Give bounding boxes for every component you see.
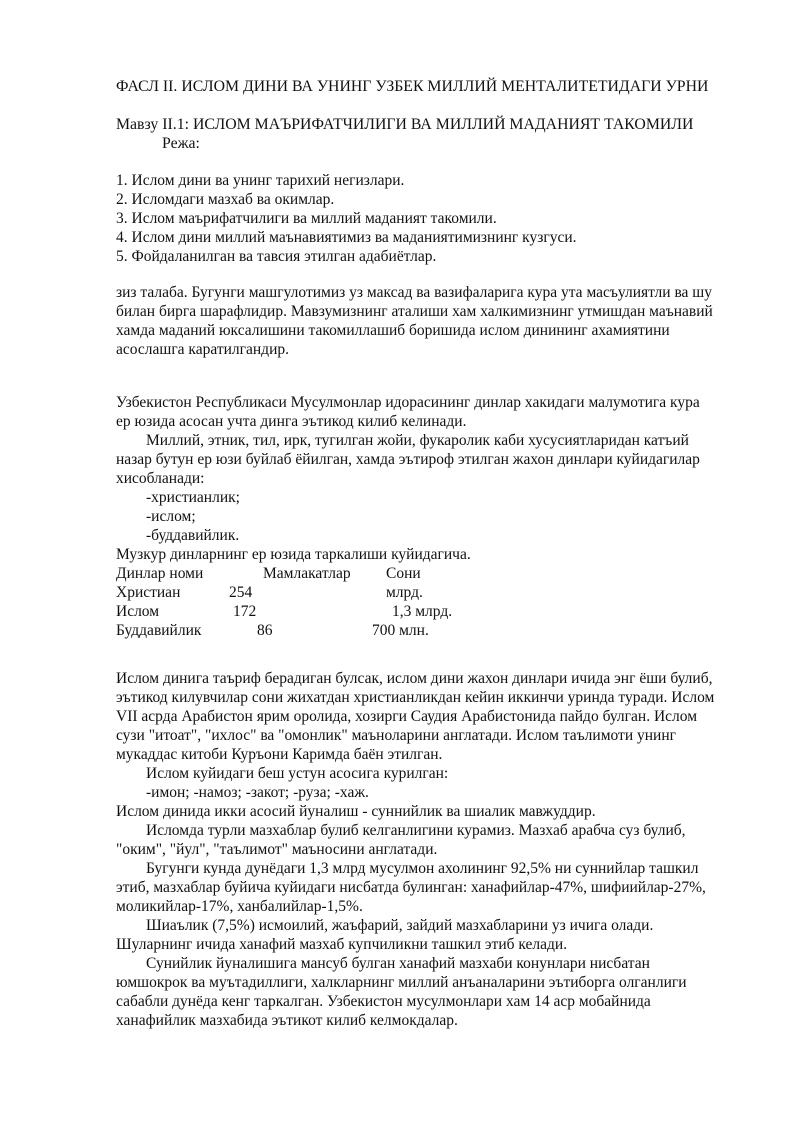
- table-cell: 86: [257, 622, 273, 639]
- intro-paragraph: [116, 283, 756, 359]
- paragraph-line: ханафийлик мазхабида эътикот килиб келмокдалар.: [116, 1012, 458, 1029]
- paragraph-line: сузи "итоат", "ихлос" ва "омонлик" маъноларини англатади. Ислом таълимоти унинг: [116, 727, 676, 744]
- table-cell: Ислом: [116, 603, 160, 620]
- chapter-title-text: ФАСЛ II. ИСЛОМ ДИНИ ВА УНИНГ УЗБЕК МИЛЛИЙ МЕНТАЛИТЕТИДАГИ УРНИ: [116, 78, 709, 95]
- paragraph-line: Шуларнинг ичида ханафий мазхаб купчиликни ташкил этиб келади.: [116, 936, 568, 953]
- paragraph-line: хамда маданий юксалишини такомиллашиб боришида ислом динининг ахамиятини: [116, 322, 670, 339]
- paragraph-line: Сунийлик йуналишига мансуб булган ханафий мазхаби конунлари нисбатан: [146, 955, 650, 972]
- plan-label: Режа:: [162, 135, 200, 152]
- paragraph-line: Бугунги кунда дунёдаги 1,3 млрд мусулмон ахолининг 92,5% ни суннийлар ташкил: [146, 860, 699, 877]
- paragraph-line: Ислом динига таъриф берадиган булсак, ислом дини жахон динлари ичида энг ёши булиб,: [116, 670, 713, 687]
- table-cell: Христиан: [116, 584, 181, 601]
- paragraph-line: эътикод килувчилар сони жихатдан христианликдан кейин иккинчи уринда туради. Ислом: [116, 689, 715, 706]
- paragraph-line: Ислом куйидаги беш устун асосига курилган:: [146, 765, 449, 782]
- paragraph-line: асослашга каратилгандир.: [116, 341, 289, 358]
- plan-item: 5. Фойдаланилган ва тавсия этилган адабиётлар.: [116, 248, 437, 265]
- list-item: -ислом;: [146, 508, 196, 525]
- topic-title: [116, 115, 756, 153]
- table-row: [116, 602, 756, 621]
- table-header-row: [116, 564, 756, 583]
- list-item: -христианлик;: [146, 489, 240, 506]
- paragraph-line: Музкур динларнинг ер юзида таркалиши куйидагича.: [116, 546, 471, 563]
- table-row: [116, 583, 756, 602]
- paragraph-line: зиз талаба. Бугунги машгулотимиз уз максад ва вазифаларига кура ута масъулиятли ва шу: [116, 284, 712, 301]
- paragraph-line: билан бирга шарафлидир. Мавзумизнинг аталиши хам халкимизнинг утмишдан маънавий: [116, 303, 713, 320]
- paragraph-line: мукаддас китоби Куръони Каримда баён этилган.: [116, 746, 443, 763]
- topic-title-text: Мавзу II.1: ИСЛОМ МАЪРИФАТЧИЛИГИ ВА МИЛЛИЙ МАДАНИЯТ ТАКОМИЛИ: [116, 116, 694, 133]
- paragraph-line: моликийлар-17%, ханбалийлар-1,5%.: [116, 898, 363, 915]
- paragraph-line: Ислом динида икки асосий йуналиш - суннийлик ва шиалик мавжуддир.: [116, 803, 596, 820]
- paragraph-line: -имон; -намоз; -закот; -руза; -хаж.: [146, 784, 369, 801]
- paragraph-line: Шиаълик (7,5%) исмоилий, жаъфарий, зайдий мазхабларини уз ичига олади.: [146, 917, 654, 934]
- paragraph-line: Исломда турли мазхаблар булиб келганлигини курамиз. Мазхаб арабча суз булиб,: [146, 822, 686, 839]
- plan-item: 1. Ислом дини ва унинг тарихий негизлари.: [116, 172, 405, 189]
- table-cell: Буддавийлик: [116, 622, 202, 639]
- paragraph-line: сабабли дунёда кенг таркалган. Узбекистон мусулмонлари хам 14 аср мобайнида: [116, 993, 651, 1010]
- religions-section: [116, 393, 756, 564]
- plan-item: 2. Исломдаги мазхаб ва окимлар.: [116, 191, 335, 208]
- paragraph-line: юмшокрок ва муътадиллиги, халкларнинг миллий анъаналарини эътиборга олганлиги: [116, 974, 687, 991]
- paragraph-line: VII асрда Арабистон ярим оролида, хозирги Саудия Арабистонида пайдо булган. Ислом: [116, 708, 698, 725]
- table-header-cell: Динлар номи: [116, 565, 204, 582]
- paragraph-line: назар бутун ер юзи буйлаб ёйилган, хамда эътироф этилган жахон динлари куйидагилар: [116, 451, 700, 468]
- paragraph-line: Узбекистон Республикаси Мусулмонлар идорасининг динлар хакидаги малумотига кура: [116, 394, 700, 411]
- islam-section: [116, 669, 756, 1030]
- plan-item: 3. Ислом маърифатчилиги ва миллий маданият такомили.: [116, 210, 497, 227]
- table-cell: 1,3 млрд.: [392, 603, 453, 620]
- table-header-cell: Мамлакатлар: [263, 565, 351, 582]
- plan-item: 4. Ислом дини миллий маънавиятимиз ва маданиятимизнинг кузгуси.: [116, 229, 577, 246]
- table-cell: млрд.: [386, 584, 423, 601]
- table-cell: 254: [229, 584, 253, 601]
- table-cell: 700 млн.: [372, 622, 429, 639]
- religions-table: [116, 564, 756, 640]
- list-item: -буддавийлик.: [146, 527, 240, 544]
- paragraph-line: Миллий, этник, тил, ирк, тугилган жойи, фукаролик каби хусусиятларидан катъий: [146, 432, 689, 449]
- paragraph-line: хисобланади:: [116, 470, 205, 487]
- table-header-cell: Сони: [386, 565, 421, 582]
- table-cell: 172: [233, 603, 257, 620]
- chapter-title: [116, 77, 756, 96]
- paragraph-line: этиб, мазхаблар буйича куйидаги нисбатда булинган: ханафийлар-47%, шифиийлар-27%,: [116, 879, 706, 896]
- paragraph-line: "оким", "йул", "таълимот" маъносини англатади.: [116, 841, 438, 858]
- plan-list: [116, 171, 756, 266]
- paragraph-line: ер юзида асосан учта динга эътикод килиб келинади.: [116, 413, 467, 430]
- table-row: [116, 621, 756, 640]
